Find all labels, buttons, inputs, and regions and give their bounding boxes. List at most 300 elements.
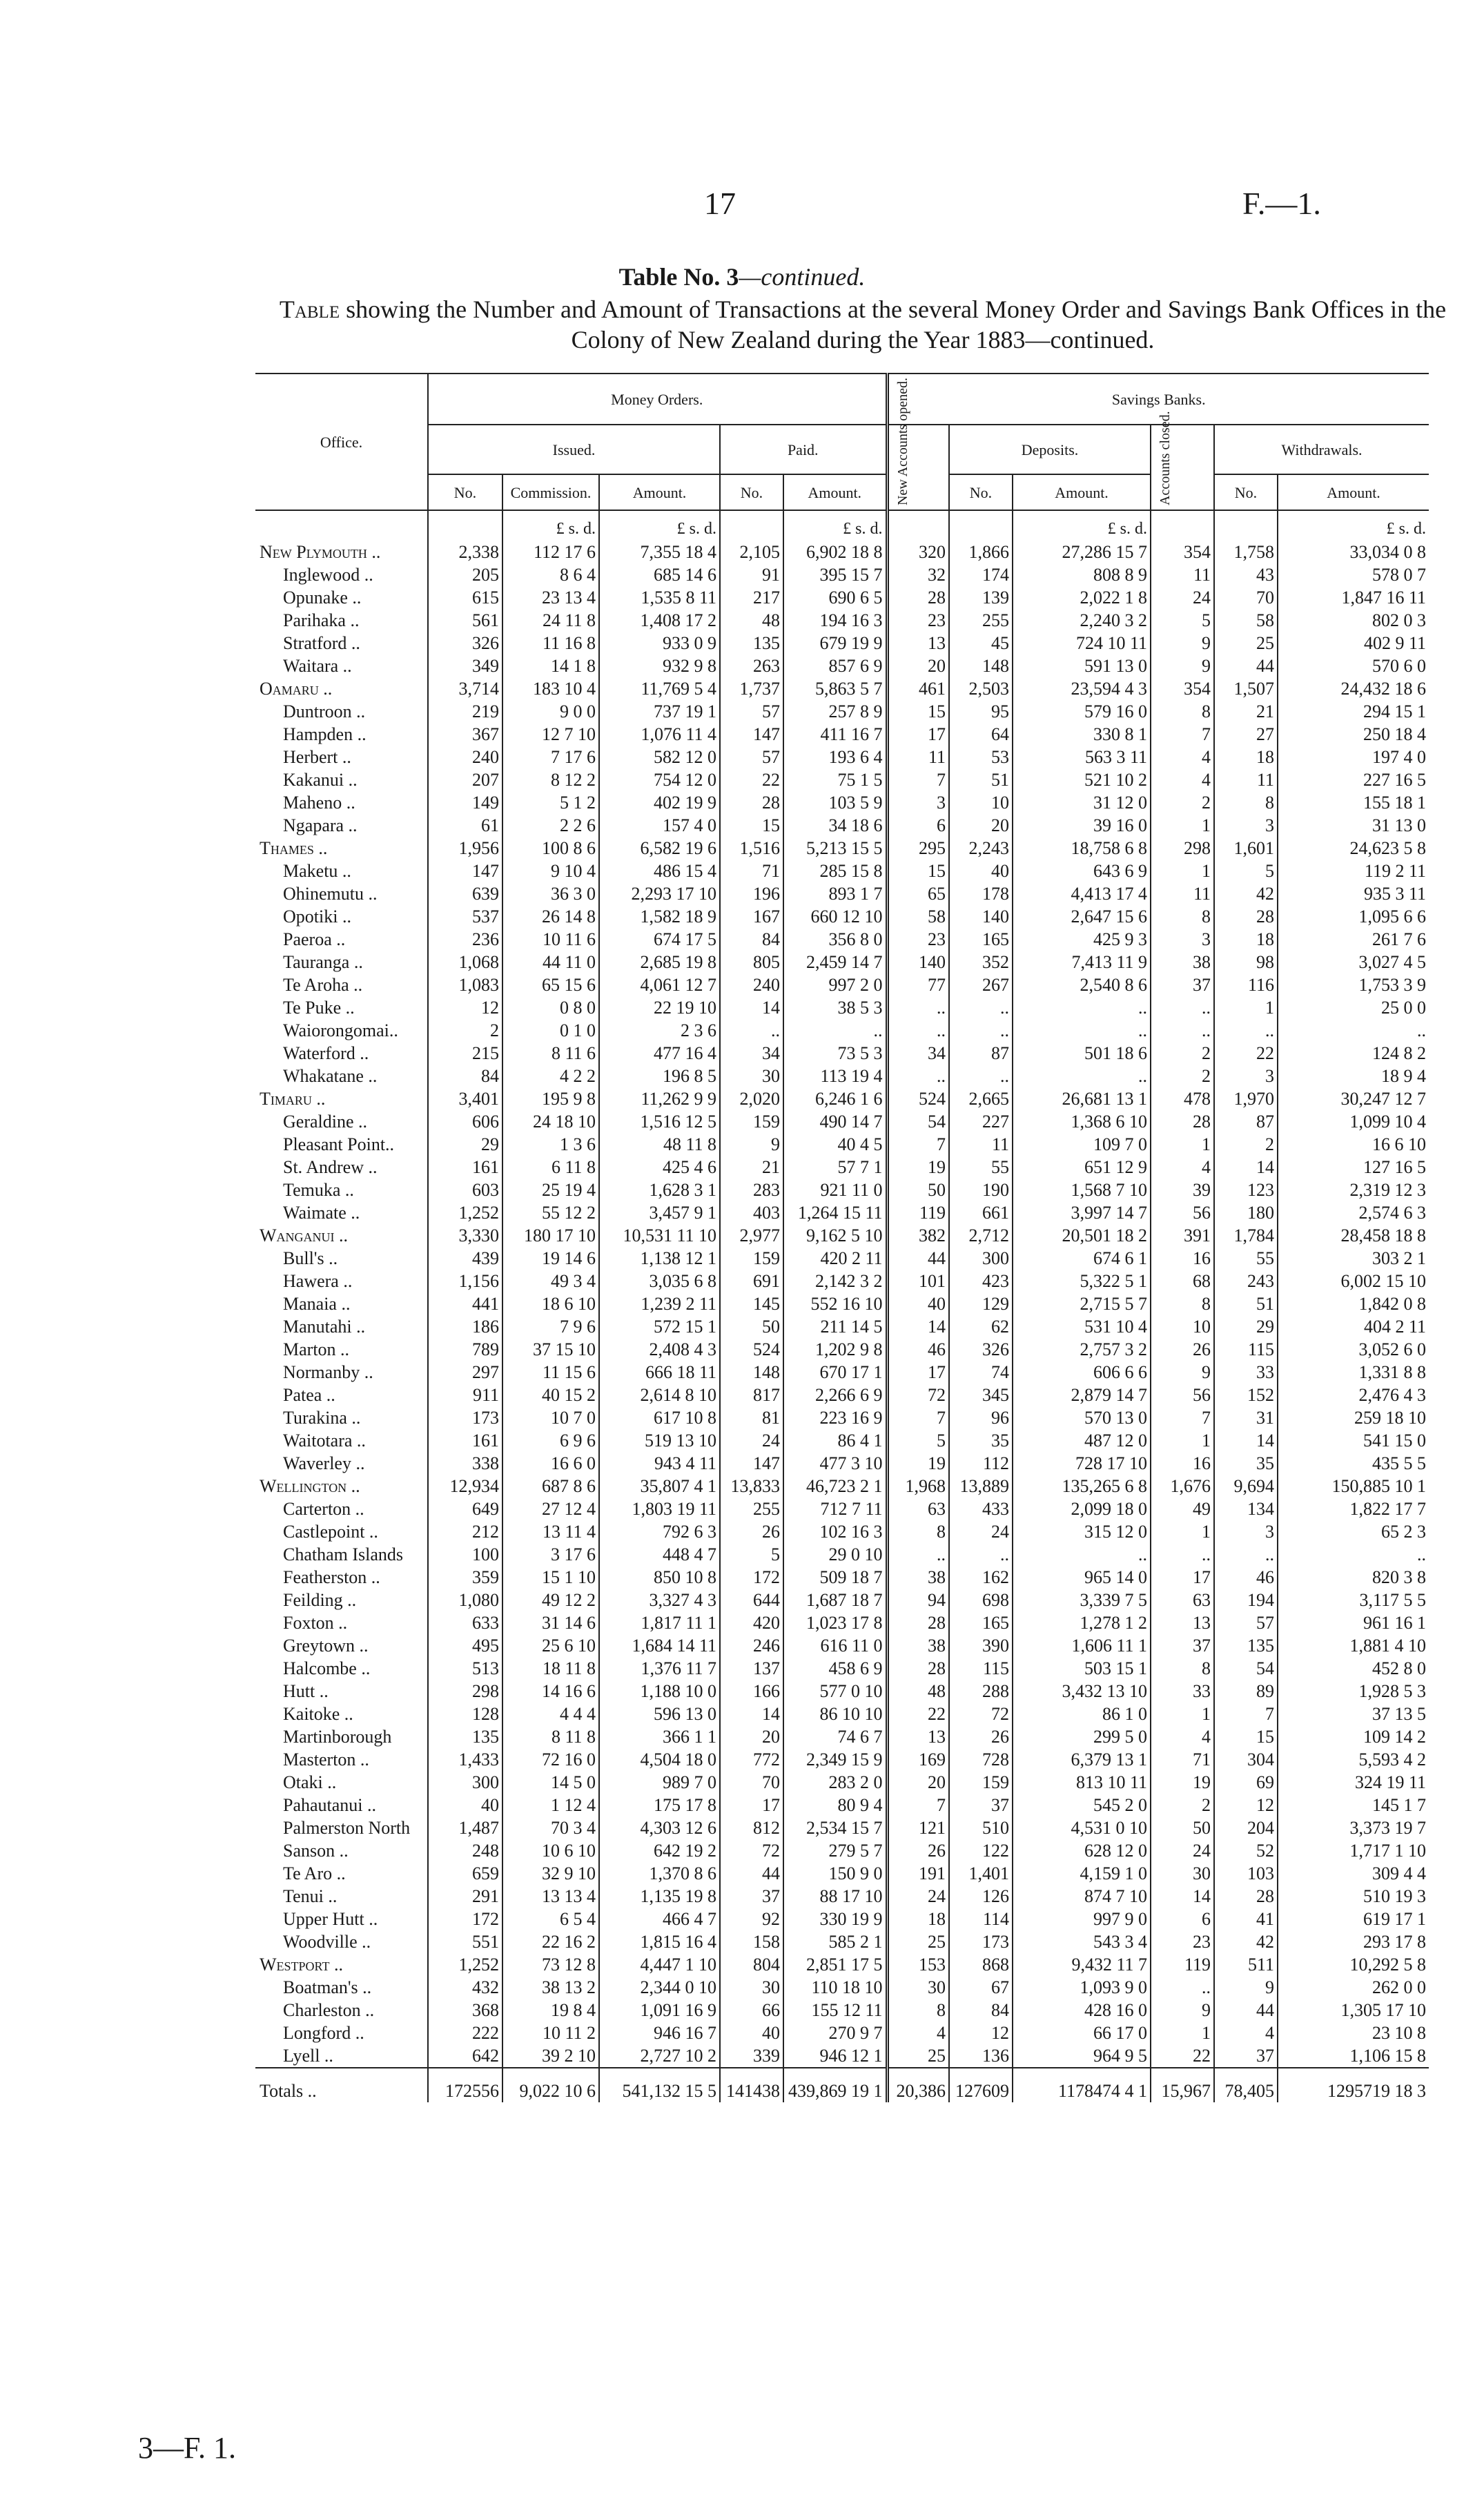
issued-no-cell: 513 xyxy=(428,1657,502,1680)
accounts-closed-cell: 1 xyxy=(1151,1429,1214,1452)
issued-no-cell: 100 xyxy=(428,1543,502,1566)
deposits-no-cell: 326 xyxy=(949,1338,1013,1361)
new-accounts-cell: 40 xyxy=(887,1292,949,1315)
table-row xyxy=(255,768,1429,791)
new-accounts-cell: 20 xyxy=(887,1771,949,1794)
issued-no-cell: 441 xyxy=(428,1292,502,1315)
table-row xyxy=(255,1520,1429,1543)
issued-amount-cell: 1,091 16 9 xyxy=(599,1999,720,2022)
table-row xyxy=(255,632,1429,655)
withdrawals-no-cell: 52 xyxy=(1214,1839,1278,1862)
new-accounts-cell: 7 xyxy=(887,1406,949,1429)
issued-commission-cell: 1 12 4 xyxy=(502,1794,599,1816)
office-cell: Castlepoint .. xyxy=(283,1522,378,1542)
paid-amount-cell: 74 6 7 xyxy=(783,1725,887,1748)
issued-no-cell: 349 xyxy=(428,655,502,677)
issued-amount-cell: 642 19 2 xyxy=(599,1839,720,1862)
new-accounts-cell: 22 xyxy=(887,1703,949,1725)
paid-amount-cell: 660 12 10 xyxy=(783,905,887,928)
table-row xyxy=(255,1292,1429,1315)
paid-no-cell: 403 xyxy=(720,1201,783,1224)
withdrawals-no-cell: 135 xyxy=(1214,1634,1278,1657)
paid-no-cell: 81 xyxy=(720,1406,783,1429)
withdrawals-no-cell: 89 xyxy=(1214,1680,1278,1703)
table-row xyxy=(255,1566,1429,1589)
withdrawals-amount-cell: 1,106 15 8 xyxy=(1278,2044,1429,2068)
withdrawals-no-cell: 304 xyxy=(1214,1748,1278,1771)
withdrawals-no-cell: 25 xyxy=(1214,632,1278,655)
accounts-closed-cell: 2 xyxy=(1151,1794,1214,1816)
paid-no-cell: 137 xyxy=(720,1657,783,1680)
issued-commission-cell: 10 6 10 xyxy=(502,1839,599,1862)
withdrawals-no-cell: 35 xyxy=(1214,1452,1278,1475)
table-row xyxy=(255,1201,1429,1224)
deposits-amount-cell: 26,681 13 1 xyxy=(1013,1087,1151,1110)
office-cell: Kakanui .. xyxy=(283,770,358,790)
withdrawals-no-cell: 9,694 xyxy=(1214,1475,1278,1498)
table-row xyxy=(255,1543,1429,1566)
new-accounts-cell: 524 xyxy=(887,1087,949,1110)
deposits-amount-cell: .. xyxy=(1013,1065,1151,1087)
accounts-closed-cell: 354 xyxy=(1151,541,1214,563)
paid-no-cell: 9 xyxy=(720,1133,783,1156)
issued-amount-cell: 425 4 6 xyxy=(599,1156,720,1179)
new-accounts-cell: 15 xyxy=(887,860,949,882)
withdrawals-amount-cell: 1,822 17 7 xyxy=(1278,1498,1429,1520)
new-accounts-cell: 44 xyxy=(887,1247,949,1270)
table-row xyxy=(255,1976,1429,1999)
deposits-no-cell: 159 xyxy=(949,1771,1013,1794)
issued-amount-cell: 175 17 8 xyxy=(599,1794,720,1816)
office-cell: Temuka .. xyxy=(283,1180,354,1200)
deposits-amount-cell: 2,757 3 2 xyxy=(1013,1338,1151,1361)
withdrawals-amount-cell: 2,319 12 3 xyxy=(1278,1179,1429,1201)
paid-no-cell: 812 xyxy=(720,1816,783,1839)
issued-amount-cell: 4,061 12 7 xyxy=(599,973,720,996)
new-accounts-cell: 153 xyxy=(887,1953,949,1976)
paid-no-cell: 57 xyxy=(720,746,783,768)
issued-amount-cell: 1,582 18 9 xyxy=(599,905,720,928)
paid-amount-cell: 86 10 10 xyxy=(783,1703,887,1725)
deposits-no-cell: 126 xyxy=(949,1885,1013,1908)
deposits-amount-cell: 1,278 1 2 xyxy=(1013,1611,1151,1634)
accounts-closed-cell: 9 xyxy=(1151,655,1214,677)
issued-amount-cell: 850 10 8 xyxy=(599,1566,720,1589)
deposits-amount-cell: 425 9 3 xyxy=(1013,928,1151,951)
withdrawals-no-cell: 8 xyxy=(1214,791,1278,814)
new-accounts-header xyxy=(887,378,949,510)
issued-amount-cell: 448 4 7 xyxy=(599,1543,720,1566)
issued-commission-cell: 5 1 2 xyxy=(502,791,599,814)
accounts-closed-header xyxy=(1151,411,1214,510)
accounts-closed-cell: .. xyxy=(1151,996,1214,1019)
paid-no-cell: 255 xyxy=(720,1498,783,1520)
issued-no-cell: 642 xyxy=(428,2044,502,2068)
new-accounts-cell: 19 xyxy=(887,1156,949,1179)
issued-no-cell: 326 xyxy=(428,632,502,655)
issued-commission-cell: 65 15 6 xyxy=(502,973,599,996)
withdrawals-amount-cell: 1,847 16 11 xyxy=(1278,586,1429,609)
table-row xyxy=(255,1680,1429,1703)
withdrawals-amount-cell: 3,027 4 5 xyxy=(1278,951,1429,973)
issued-commission-cell: 6 11 8 xyxy=(502,1156,599,1179)
accounts-closed-cell: 30 xyxy=(1151,1862,1214,1885)
withdrawals-no-cell: 2 xyxy=(1214,1133,1278,1156)
accounts-closed-cell: 9 xyxy=(1151,1999,1214,2022)
paid-amount-cell: 490 14 7 xyxy=(783,1110,887,1133)
accounts-closed-cell: .. xyxy=(1151,1543,1214,1566)
accounts-closed-cell: 24 xyxy=(1151,1839,1214,1862)
withdrawals-amount-cell: .. xyxy=(1278,1543,1429,1566)
withdrawals-no-cell: 44 xyxy=(1214,655,1278,677)
paid-amount-header: Amount. xyxy=(783,474,887,510)
new-accounts-cell: .. xyxy=(887,1543,949,1566)
issued-no-cell: 135 xyxy=(428,1725,502,1748)
table-row xyxy=(255,1247,1429,1270)
issued-commission-cell: 13 11 4 xyxy=(502,1520,599,1543)
deposits-amount-cell: 2,240 3 2 xyxy=(1013,609,1151,632)
issued-amount-cell: 1,076 11 4 xyxy=(599,723,720,746)
deposits-amount-cell: 1,568 7 10 xyxy=(1013,1179,1151,1201)
accounts-closed-cell: 49 xyxy=(1151,1498,1214,1520)
issued-amount-cell: 477 16 4 xyxy=(599,1042,720,1065)
new-accounts-cell: 7 xyxy=(887,1794,949,1816)
paid-amount-cell: 110 18 10 xyxy=(783,1976,887,1999)
paid-amount-cell: 223 16 9 xyxy=(783,1406,887,1429)
paid-no-cell: 24 xyxy=(720,1429,783,1452)
accounts-closed-cell: 1 xyxy=(1151,1520,1214,1543)
office-cell: Paeroa .. xyxy=(283,929,346,949)
deposits-no-cell: 51 xyxy=(949,768,1013,791)
caption-text: showing the Number and Amount of Transactions at the several Money Order and Savings Bank Offices in the Colony of New Zealand during the Year 1883—continued. xyxy=(346,295,1447,353)
paid-no-cell: 21 xyxy=(720,1156,783,1179)
new-accounts-cell: 72 xyxy=(887,1384,949,1406)
paid-amount-cell: 34 18 6 xyxy=(783,814,887,837)
office-cell: Carterton .. xyxy=(283,1499,364,1519)
new-accounts-cell: 25 xyxy=(887,1930,949,1953)
deposits-no-cell: .. xyxy=(949,1543,1013,1566)
accounts-closed-cell: 4 xyxy=(1151,1156,1214,1179)
office-cell: St. Andrew .. xyxy=(283,1157,378,1177)
office-cell: Te Aro .. xyxy=(283,1863,346,1883)
issued-no-cell: 537 xyxy=(428,905,502,928)
new-accounts-cell: 28 xyxy=(887,1611,949,1634)
accounts-closed-cell: 8 xyxy=(1151,1657,1214,1680)
issued-no-cell: 205 xyxy=(428,563,502,586)
deposits-amount-cell: 1,606 11 1 xyxy=(1013,1634,1151,1657)
issued-no-cell: 615 xyxy=(428,586,502,609)
paid-no-cell: 145 xyxy=(720,1292,783,1315)
issued-no-cell: 367 xyxy=(428,723,502,746)
new-accounts-cell: 25 xyxy=(887,2044,949,2068)
withdrawals-amount-cell: 1,842 0 8 xyxy=(1278,1292,1429,1315)
deposits-amount-cell: 20,501 18 2 xyxy=(1013,1224,1151,1247)
issued-amount-cell: 402 19 9 xyxy=(599,791,720,814)
paid-no-cell: 30 xyxy=(720,1065,783,1087)
withdrawals-amount-cell: 1,881 4 10 xyxy=(1278,1634,1429,1657)
new-accounts-cell: 8 xyxy=(887,1999,949,2022)
issued-commission-cell: 8 12 2 xyxy=(502,768,599,791)
office-cell: Manutahi .. xyxy=(283,1317,366,1337)
accounts-closed-cell: 119 xyxy=(1151,1953,1214,1976)
new-accounts-cell: 20 xyxy=(887,655,949,677)
new-accounts-cell: 23 xyxy=(887,928,949,951)
paid-amount-cell: 38 5 3 xyxy=(783,996,887,1019)
table-row xyxy=(255,1087,1429,1110)
deposits-no-cell: 62 xyxy=(949,1315,1013,1338)
issued-no-cell: 2,338 xyxy=(428,541,502,563)
deposits-amount-cell: 521 10 2 xyxy=(1013,768,1151,791)
withdrawals-no-cell: 3 xyxy=(1214,814,1278,837)
table-row xyxy=(255,814,1429,837)
paid-amount-cell: 46,723 2 1 xyxy=(783,1475,887,1498)
issued-amount-cell: 196 8 5 xyxy=(599,1065,720,1087)
deposits-no-cell: 26 xyxy=(949,1725,1013,1748)
accounts-closed-cell: 5 xyxy=(1151,609,1214,632)
withdrawals-amount-cell: 150,885 10 1 xyxy=(1278,1475,1429,1498)
issued-commission-cell: 0 1 0 xyxy=(502,1019,599,1042)
withdrawals-amount-cell: 309 4 4 xyxy=(1278,1862,1429,1885)
issued-amount-cell: 933 0 9 xyxy=(599,632,720,655)
issued-commission-cell: 49 12 2 xyxy=(502,1589,599,1611)
paid-amount-cell: 75 1 5 xyxy=(783,768,887,791)
deposits-no-cell: .. xyxy=(949,1065,1013,1087)
accounts-closed-cell: 1 xyxy=(1151,814,1214,837)
issued-amount-cell: 674 17 5 xyxy=(599,928,720,951)
issued-no-cell: 911 xyxy=(428,1384,502,1406)
withdrawals-no-cell: 194 xyxy=(1214,1589,1278,1611)
deposits-no-cell: 1,866 xyxy=(949,541,1013,563)
withdrawals-amount-cell: 31 13 0 xyxy=(1278,814,1429,837)
page-number: 17 xyxy=(704,186,736,221)
issued-amount-cell: 1,817 11 1 xyxy=(599,1611,720,1634)
issued-amount-cell: 35,807 4 1 xyxy=(599,1475,720,1498)
table-row xyxy=(255,563,1429,586)
issued-amount-cell: 1,138 12 1 xyxy=(599,1247,720,1270)
accounts-closed-cell: 33 xyxy=(1151,1680,1214,1703)
paid-amount-cell: 150 9 0 xyxy=(783,1862,887,1885)
deposits-no-cell: 190 xyxy=(949,1179,1013,1201)
issued-no-cell: 215 xyxy=(428,1042,502,1065)
withdrawals-no-cell: 21 xyxy=(1214,700,1278,723)
table-row xyxy=(255,2022,1429,2044)
unit-row xyxy=(255,510,1429,541)
withdrawals-amount-cell: 961 16 1 xyxy=(1278,1611,1429,1634)
accounts-closed-cell: 19 xyxy=(1151,1771,1214,1794)
withdrawals-no-cell: 152 xyxy=(1214,1384,1278,1406)
withdrawals-amount-cell: 109 14 2 xyxy=(1278,1725,1429,1748)
withdrawals-amount-cell: 155 18 1 xyxy=(1278,791,1429,814)
office-cell: Manaia .. xyxy=(283,1294,351,1314)
issued-no-header: No. xyxy=(428,474,502,510)
issued-commission-cell: 10 11 2 xyxy=(502,2022,599,2044)
issued-no-cell: 368 xyxy=(428,1999,502,2022)
accounts-closed-cell: 24 xyxy=(1151,586,1214,609)
accounts-closed-cell: 17 xyxy=(1151,1566,1214,1589)
deposits-amount-cell: 7,413 11 9 xyxy=(1013,951,1151,973)
issued-amount-cell: 3,035 6 8 xyxy=(599,1270,720,1292)
paid-no-cell: 240 xyxy=(720,973,783,996)
paid-no-cell: 20 xyxy=(720,1725,783,1748)
office-cell: Pleasant Point.. xyxy=(283,1134,395,1154)
paid-no-cell: 72 xyxy=(720,1839,783,1862)
paid-amount-cell: 257 8 9 xyxy=(783,700,887,723)
withdrawals-amount-cell: 820 3 8 xyxy=(1278,1566,1429,1589)
withdrawals-amount-cell: 3,052 6 0 xyxy=(1278,1338,1429,1361)
office-cell: Wanganui .. xyxy=(260,1225,349,1246)
deposits-amount-cell: 2,099 18 0 xyxy=(1013,1498,1151,1520)
paid-amount-cell: 9,162 5 10 xyxy=(783,1224,887,1247)
issued-commission-cell: 8 11 6 xyxy=(502,1042,599,1065)
paid-no-cell: 37 xyxy=(720,1885,783,1908)
issued-no-cell: 1,252 xyxy=(428,1201,502,1224)
issued-no-cell: 432 xyxy=(428,1976,502,1999)
deposits-no-cell: 174 xyxy=(949,563,1013,586)
deposits-no-cell: 2,243 xyxy=(949,837,1013,860)
issued-commission-cell: 0 8 0 xyxy=(502,996,599,1019)
new-accounts-cell: 15 xyxy=(887,700,949,723)
issued-no-cell: 222 xyxy=(428,2022,502,2044)
office-cell: Opunake .. xyxy=(283,588,362,608)
deposits-no-cell: 112 xyxy=(949,1452,1013,1475)
paid-amount-cell: 712 7 11 xyxy=(783,1498,887,1520)
office-cell: Longford .. xyxy=(283,2023,364,2043)
issued-commission-cell: 8 6 4 xyxy=(502,563,599,586)
paid-amount-cell: 577 0 10 xyxy=(783,1680,887,1703)
document-reference: F.—1. xyxy=(1242,186,1321,221)
deposits-no-cell: 173 xyxy=(949,1930,1013,1953)
withdrawals-amount-cell: 1295719 18 3 xyxy=(1278,2068,1429,2102)
issued-amount-cell: 685 14 6 xyxy=(599,563,720,586)
table-row xyxy=(255,860,1429,882)
issued-amount-cell: 4,504 18 0 xyxy=(599,1748,720,1771)
deposits-amount-cell: 3,997 14 7 xyxy=(1013,1201,1151,1224)
office-cell: Oamaru .. xyxy=(260,679,333,699)
deposits-no-cell: 698 xyxy=(949,1589,1013,1611)
deposits-no-cell: 2,503 xyxy=(949,677,1013,700)
paid-amount-cell: 997 2 0 xyxy=(783,973,887,996)
deposits-no-cell: 45 xyxy=(949,632,1013,655)
deposits-no-cell: 2,665 xyxy=(949,1087,1013,1110)
issued-commission-cell: 7 17 6 xyxy=(502,746,599,768)
issued-commission-cell: 16 6 0 xyxy=(502,1452,599,1475)
issued-amount-cell: 48 11 8 xyxy=(599,1133,720,1156)
accounts-closed-cell: 11 xyxy=(1151,882,1214,905)
table-row xyxy=(255,700,1429,723)
table-row xyxy=(255,951,1429,973)
issued-no-cell: 789 xyxy=(428,1338,502,1361)
issued-commission-cell: 19 14 6 xyxy=(502,1247,599,1270)
office-cell: Tenui .. xyxy=(283,1886,338,1906)
withdrawals-no-cell: 1 xyxy=(1214,996,1278,1019)
office-cell: Waimate .. xyxy=(283,1203,360,1223)
office-cell: Waitotara .. xyxy=(283,1431,366,1451)
new-accounts-cell: 119 xyxy=(887,1201,949,1224)
issued-amount-cell: 1,408 17 2 xyxy=(599,609,720,632)
issued-commission-cell: 27 12 4 xyxy=(502,1498,599,1520)
withdrawals-no-cell: 55 xyxy=(1214,1247,1278,1270)
deposits-amount-cell: 651 12 9 xyxy=(1013,1156,1151,1179)
office-cell: Martinborough xyxy=(283,1727,392,1747)
withdrawals-amount-cell: 16 6 10 xyxy=(1278,1133,1429,1156)
new-accounts-cell: 5 xyxy=(887,1429,949,1452)
deposits-amount-cell: 135,265 6 8 xyxy=(1013,1475,1151,1498)
savings-banks-header: Savings Banks. xyxy=(887,374,1429,425)
paid-no-cell: 13,833 xyxy=(720,1475,783,1498)
issued-no-cell: 161 xyxy=(428,1429,502,1452)
withdrawals-no-cell: 3 xyxy=(1214,1065,1278,1087)
paid-amount-cell: 411 16 7 xyxy=(783,723,887,746)
withdrawals-no-cell: 87 xyxy=(1214,1110,1278,1133)
issued-amount-cell: 1,815 16 4 xyxy=(599,1930,720,1953)
issued-amount-cell: 932 9 8 xyxy=(599,655,720,677)
paid-amount-cell: 2,459 14 7 xyxy=(783,951,887,973)
issued-commission-cell: 23 13 4 xyxy=(502,586,599,609)
paid-amount-cell: 86 4 1 xyxy=(783,1429,887,1452)
issued-commission-cell: 4 2 2 xyxy=(502,1065,599,1087)
accounts-closed-cell: 6 xyxy=(1151,1908,1214,1930)
table-row xyxy=(255,1498,1429,1520)
issued-commission-cell: 49 3 4 xyxy=(502,1270,599,1292)
new-accounts-cell: 140 xyxy=(887,951,949,973)
accounts-closed-cell: 37 xyxy=(1151,973,1214,996)
deposits-amount-cell: 66 17 0 xyxy=(1013,2022,1151,2044)
table-row xyxy=(255,1611,1429,1634)
withdrawals-no-cell: 37 xyxy=(1214,2044,1278,2068)
issued-commission-cell: 100 8 6 xyxy=(502,837,599,860)
withdrawals-no-cell: 42 xyxy=(1214,1930,1278,1953)
new-accounts-cell: .. xyxy=(887,1019,949,1042)
new-accounts-cell: 19 xyxy=(887,1452,949,1475)
withdrawals-no-cell: 33 xyxy=(1214,1361,1278,1384)
office-cell: Waitara .. xyxy=(283,656,352,676)
withdrawals-amount-cell: 23 10 8 xyxy=(1278,2022,1429,2044)
issued-amount-cell: 572 15 1 xyxy=(599,1315,720,1338)
paid-amount-cell: 330 19 9 xyxy=(783,1908,887,1930)
office-cell: Ohinemutu .. xyxy=(283,884,378,904)
paid-no-cell: 159 xyxy=(720,1110,783,1133)
deposits-no-cell: 10 xyxy=(949,791,1013,814)
deposits-no-cell: 165 xyxy=(949,928,1013,951)
deposits-amount-cell: 579 16 0 xyxy=(1013,700,1151,723)
accounts-closed-cell: .. xyxy=(1151,1976,1214,1999)
issued-amount-cell: 1,628 3 1 xyxy=(599,1179,720,1201)
withdrawals-header: Withdrawals. xyxy=(1214,425,1429,474)
issued-commission-cell: 687 8 6 xyxy=(502,1475,599,1498)
withdrawals-no-cell: 51 xyxy=(1214,1292,1278,1315)
office-cell: Woodville .. xyxy=(283,1932,371,1952)
new-accounts-cell: 11 xyxy=(887,746,949,768)
issued-commission-header: Commission. xyxy=(502,474,599,510)
paid-amount-cell: 73 5 3 xyxy=(783,1042,887,1065)
issued-commission-cell: 6 9 6 xyxy=(502,1429,599,1452)
table-row xyxy=(255,791,1429,814)
table-row xyxy=(255,1634,1429,1657)
issued-no-cell: 147 xyxy=(428,860,502,882)
issued-amount-cell: 596 13 0 xyxy=(599,1703,720,1725)
paid-amount-cell: 420 2 11 xyxy=(783,1247,887,1270)
issued-amount-cell: 1,803 19 11 xyxy=(599,1498,720,1520)
paid-no-cell: 196 xyxy=(720,882,783,905)
accounts-closed-cell: 26 xyxy=(1151,1338,1214,1361)
deposits-amount-cell: 674 6 1 xyxy=(1013,1247,1151,1270)
deposits-amount-cell: 86 1 0 xyxy=(1013,1703,1151,1725)
issued-no-cell: 1,068 xyxy=(428,951,502,973)
office-cell: Halcombe .. xyxy=(283,1658,371,1678)
paid-amount-cell: 1,202 9 8 xyxy=(783,1338,887,1361)
issued-commission-cell: 24 11 8 xyxy=(502,609,599,632)
deposits-no-header: No. xyxy=(949,474,1013,510)
